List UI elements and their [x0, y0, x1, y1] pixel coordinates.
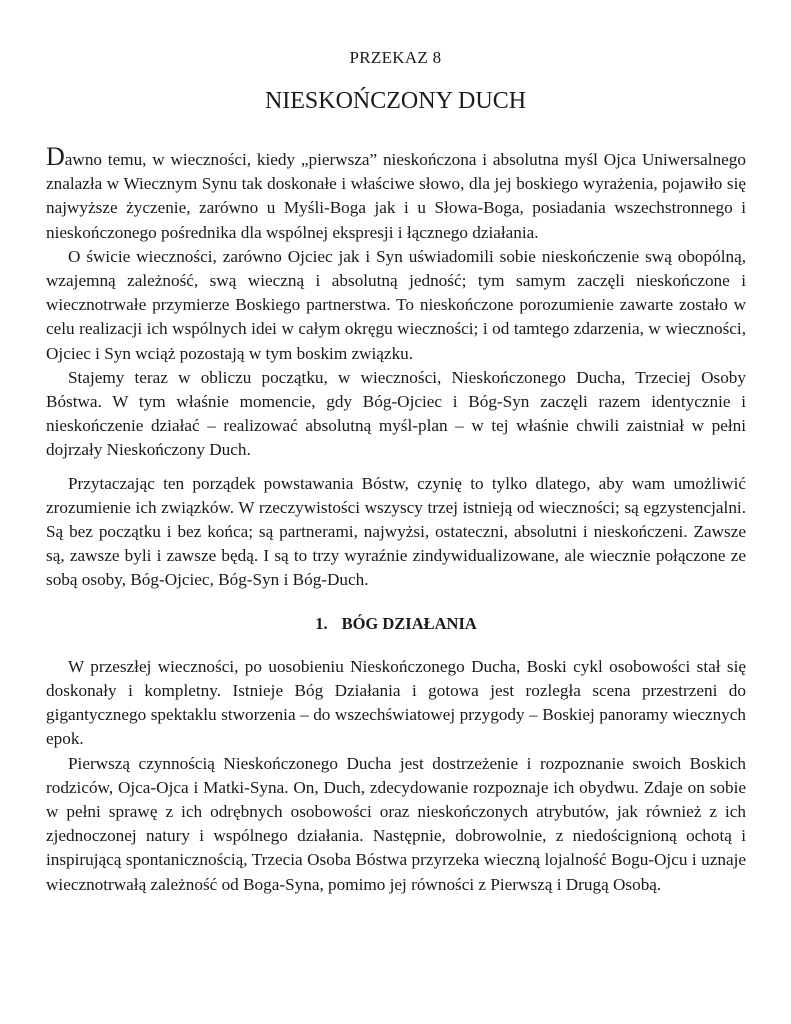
section-paragraph-1: W przeszłej wieczności, po uosobieniu Nieskończonego Ducha, Boski cykl osobowości stał się doskonały i kompletny. Istnieje Bóg Działania i gotowa jest rozległa scena przestrzeni do gigantycznego spektaklu stworzenia – do wszechświatowej przygody – Boskiej panoramy wiecznych epok.	[46, 656, 746, 749]
section-paragraph-2: Pierwszą czynnością Nieskończonego Ducha jest dostrzeżenie i rozpoznanie swoich Boskich rodziców, Ojca-Ojca i Matki-Syna. On, Duch, zdecydowanie rozpoznaje ich obydwu. Zdaje on sobie w pełni sprawę z ich odrębnych osobowości oraz nieskończonych atrybutów, jak również z ich zjednoczonej natury i wspólnego działania. Następnie, dobrowolnie, z niedoścignioną ochotą i inspirującą spontanicznością, Trzecia Osoba Bóstwa przyrzeka wieczną lojalność Bogu-Ojcu i uznaje wiecznotrwałą zależność od Boga-Syna, pomimo jej równości z Pierwszą i Drugą Osobą.	[46, 753, 746, 894]
section-heading	[46, 612, 746, 636]
intro-paragraph-1	[46, 144, 746, 245]
intro-paragraph-4: Przytaczając ten porządek powstawania Bóstw, czynię to tylko dlatego, aby wam umożliwić zrozumienie ich związków. W rzeczywistości wszyscy trzej istnieją od wieczności; są egzystencjalni. Są bez początku i bez końca; są partnerami, najwyżsi, ostateczni, absolutni i nieskończeni. Zawsze są, zawsze byli i zawsze będą. I są to trzy wyraźnie zindywidualizowane, ale wiecznie połączone ze sobą osoby, Bóg-Ojciec, Bóg-Syn i Bóg-Duch.	[46, 473, 746, 590]
drop-cap: D	[46, 142, 65, 171]
intro-paragraph-2: O świcie wieczności, zarówno Ojciec jak i Syn uświadomili sobie nieskończenie swą obopólną, wzajemną zależność, swą wieczną i absolutną jedność; tym samym zaczęli nieskończone i wiecznotrwałe przymierze Boskiego partnerstwa. To nieskończone porozumienie zawarte zostało w celu realizacji ich wspólnych idei w całym okręgu wieczności; i od tamtego zdarzenia, w wieczności, Ojciec i Syn wciąż pozostają w tym boskim związku.	[46, 246, 746, 363]
body-text	[46, 144, 746, 897]
chapter-label: PRZEKAZ 8	[349, 48, 442, 67]
chapter-title: NIESKOŃCZONY DUCH	[264, 88, 527, 114]
intro-paragraph-3: Stajemy teraz w obliczu początku, w wieczności, Nieskończonego Ducha, Trzeciej Osoby Bóstwa. W tym właśnie momencie, gdy Bóg-Ojciec i Bóg-Syn zaczęli razem identycznie i nieskończenie działać – realizować absolutną myśl-plan – w tej właśnie chwili zaistniał w pełni dojrzały Nieskończony Duch.	[46, 367, 746, 460]
section-title: BÓG DZIAŁANIA	[341, 613, 477, 633]
section-number: 1.	[315, 613, 328, 633]
intro-paragraph-1-text: awno temu, w wieczności, kiedy „pierwsza” nieskończona i absolutna myśl Ojca Uniwersalnego znalazła w Wiecznym Synu tak doskonałe i właściwe słowo, dla jej boskiego wyrażenia, pojawiło się najwyższe życzenie, zarówno u Myśli-Boga jak i u Słowa-Boga, posiadania wszechstronnego i nieskończonego pośrednika dla wspólnej ekspresji i łącznego działania.	[46, 150, 746, 242]
